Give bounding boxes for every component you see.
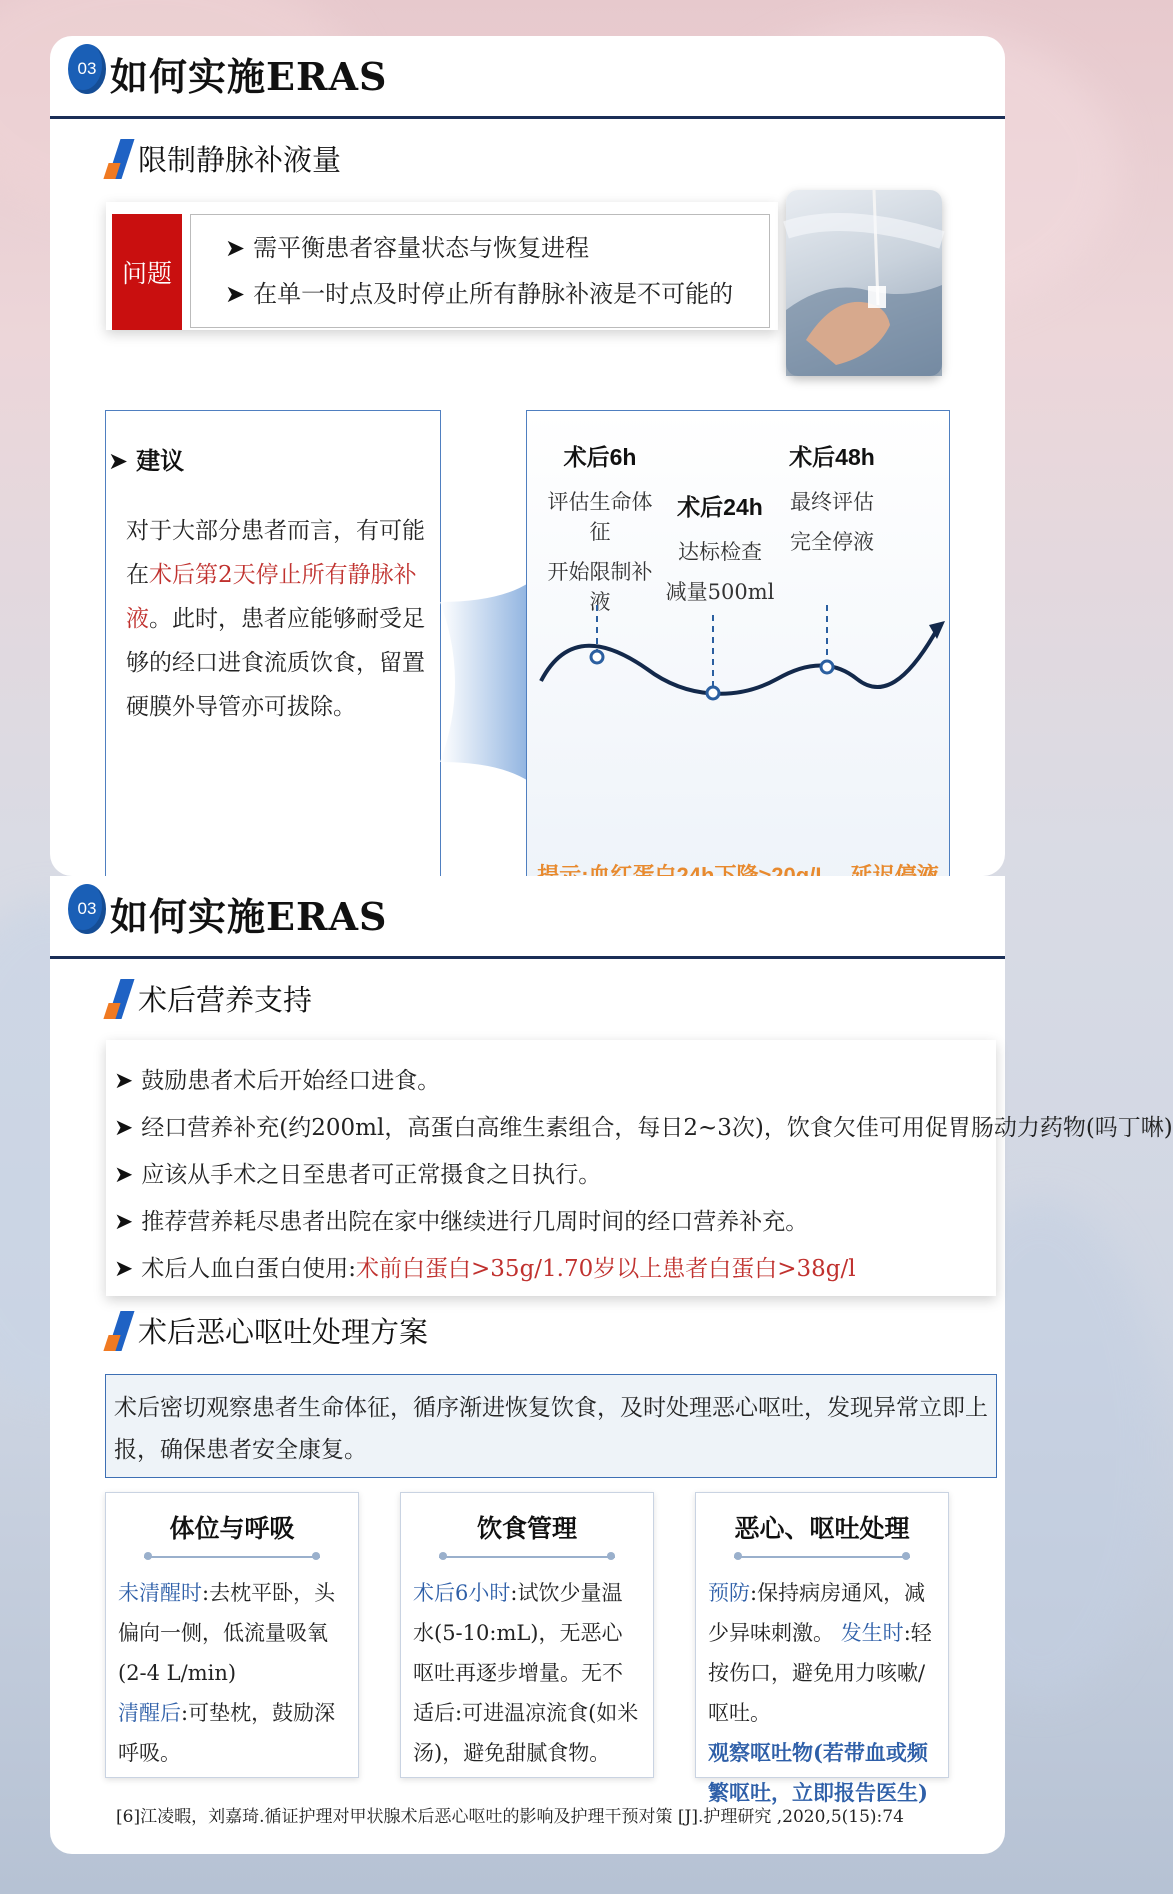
subsection-marker-icon xyxy=(106,1311,134,1351)
suggestion-heading: ➤ 建议 xyxy=(108,446,185,475)
card-diet-management xyxy=(400,1492,654,1778)
suggestion-text: 对于大部分患者而言，有可能在术后第2天停止所有静脉补液。此时，患者应能够耐受足够的经口进食流质饮食，留置硬膜外导管亦可拔除。 xyxy=(126,518,425,720)
card-position-breathing xyxy=(105,1492,359,1778)
subsection-header xyxy=(106,978,312,1019)
timeline-point-line: 达标检查 xyxy=(678,540,762,564)
bullet-arrow-icon: ➤ xyxy=(114,1068,134,1094)
section-header xyxy=(50,36,1005,119)
card-body: 未清醒时:去枕平卧，头偏向一侧，低流量吸氧(2-4 L/min) 清醒后:可垫枕，鼓励深呼吸。 xyxy=(118,1581,336,1765)
card-body: 预防:保持病房通风，减少异味刺激。 发生时:轻按伤口，避免用力咳嗽/呕吐。 观察呕吐物(若带血或频繁呕吐，立即报告医生) xyxy=(708,1581,932,1805)
problem-list xyxy=(190,214,770,328)
timeline-point-48h xyxy=(777,439,887,556)
nutrition-list-box xyxy=(106,1040,1173,1296)
timeline-point-line: 开始限制补液 xyxy=(547,560,653,614)
card-title: 体位与呼吸 xyxy=(169,1514,295,1543)
nutrition-item: ➤ 应该从手术之日至患者可正常摄食之日执行。 xyxy=(114,1152,996,1199)
timeline-panel xyxy=(526,410,950,892)
card-nausea-handling xyxy=(695,1492,949,1805)
nutrition-item: ➤ 推荐营养耗尽患者出院在家中继续进行几周时间的经口营养补充。 xyxy=(114,1199,996,1246)
timeline-point-title: 术后6h xyxy=(563,444,637,470)
timeline-point-title: 术后24h xyxy=(677,494,763,520)
bullet-arrow-icon: ➤ xyxy=(114,1256,134,1282)
section-title: 如何实施ERAS xyxy=(110,54,388,99)
section-title: 如何实施ERAS xyxy=(110,894,388,939)
nutrition-item: ➤ 鼓励患者术后开始经口进食。 xyxy=(114,1058,996,1105)
bullet-arrow-icon: ➤ xyxy=(225,234,246,262)
card-divider xyxy=(144,1551,320,1563)
nausea-intro: 术后密切观察患者生命体征，循序渐进恢复饮食，及时处理恶心呕吐，发现异常立即上报，确保患者安全康复。 xyxy=(105,1374,997,1478)
slide-card-iv-fluid xyxy=(50,36,1005,876)
subsection-title: 术后恶心呕吐处理方案 xyxy=(138,1315,429,1349)
subsection-title: 术后营养支持 xyxy=(138,983,313,1017)
nutrition-item: ➤ 术后人血白蛋白使用: 术前白蛋白>35g/1.70岁以上患者白蛋白>38g/l xyxy=(114,1246,996,1293)
section-header xyxy=(50,876,1005,959)
bullet-arrow-icon: ➤ xyxy=(114,1115,134,1141)
suggestion-panel xyxy=(105,410,441,892)
subsection-header xyxy=(106,138,341,179)
section-number-badge: 03 xyxy=(68,884,106,934)
timeline-point-line: 评估生命体征 xyxy=(547,490,653,544)
problem-label: 问题 xyxy=(112,214,182,330)
timeline-wave xyxy=(527,571,949,711)
timeline-point-line: 最终评估 xyxy=(790,490,874,514)
problem-item: ➤ 在单一时点及时停止所有静脉补液是不可能的 xyxy=(225,271,769,317)
reference-citation: [6]江凌暇，刘嘉琦.循证护理对甲状腺术后恶心呕吐的影响及护理干预对策 [J].护理研究 ,2020,5(15):74 xyxy=(116,1807,904,1827)
bullet-arrow-icon: ➤ xyxy=(225,280,246,308)
card-title: 恶心、呕吐处理 xyxy=(734,1514,910,1543)
timeline-point-line: 完全停液 xyxy=(790,530,874,554)
subsection-marker-icon xyxy=(106,139,134,179)
timeline-point-title: 术后48h xyxy=(789,444,875,470)
card-divider xyxy=(734,1551,910,1563)
subsection-header xyxy=(106,1310,428,1351)
flow-arrow-icon xyxy=(440,582,540,782)
section-number-badge: 03 xyxy=(68,44,106,94)
card-body: 术后6小时:试饮少量温水(5-10:mL)，无恶心呕吐再逐步增量。无不适后:可进温凉流食(如米汤)，避免甜腻食物。 xyxy=(413,1581,639,1765)
bullet-arrow-icon: ➤ xyxy=(114,1209,134,1235)
problem-item: ➤ 需平衡患者容量状态与恢复进程 xyxy=(225,225,769,271)
bullet-arrow-icon: ➤ xyxy=(114,1162,134,1188)
card-title: 饮食管理 xyxy=(476,1514,577,1543)
iv-drip-photo xyxy=(786,190,942,376)
bullet-arrow-icon: ➤ xyxy=(108,447,129,475)
nutrition-item: ➤ 经口营养补充(约200ml，高蛋白高维生素组合，每日2~3次)，饮食欠佳可用促胃肠动力药物(吗丁啉) xyxy=(114,1105,996,1152)
subsection-marker-icon xyxy=(106,979,134,1019)
subsection-title: 限制静脉补液量 xyxy=(138,143,342,177)
problem-box xyxy=(106,202,778,330)
timeline-point-line: 减量500ml xyxy=(665,580,775,604)
card-divider xyxy=(439,1551,615,1563)
